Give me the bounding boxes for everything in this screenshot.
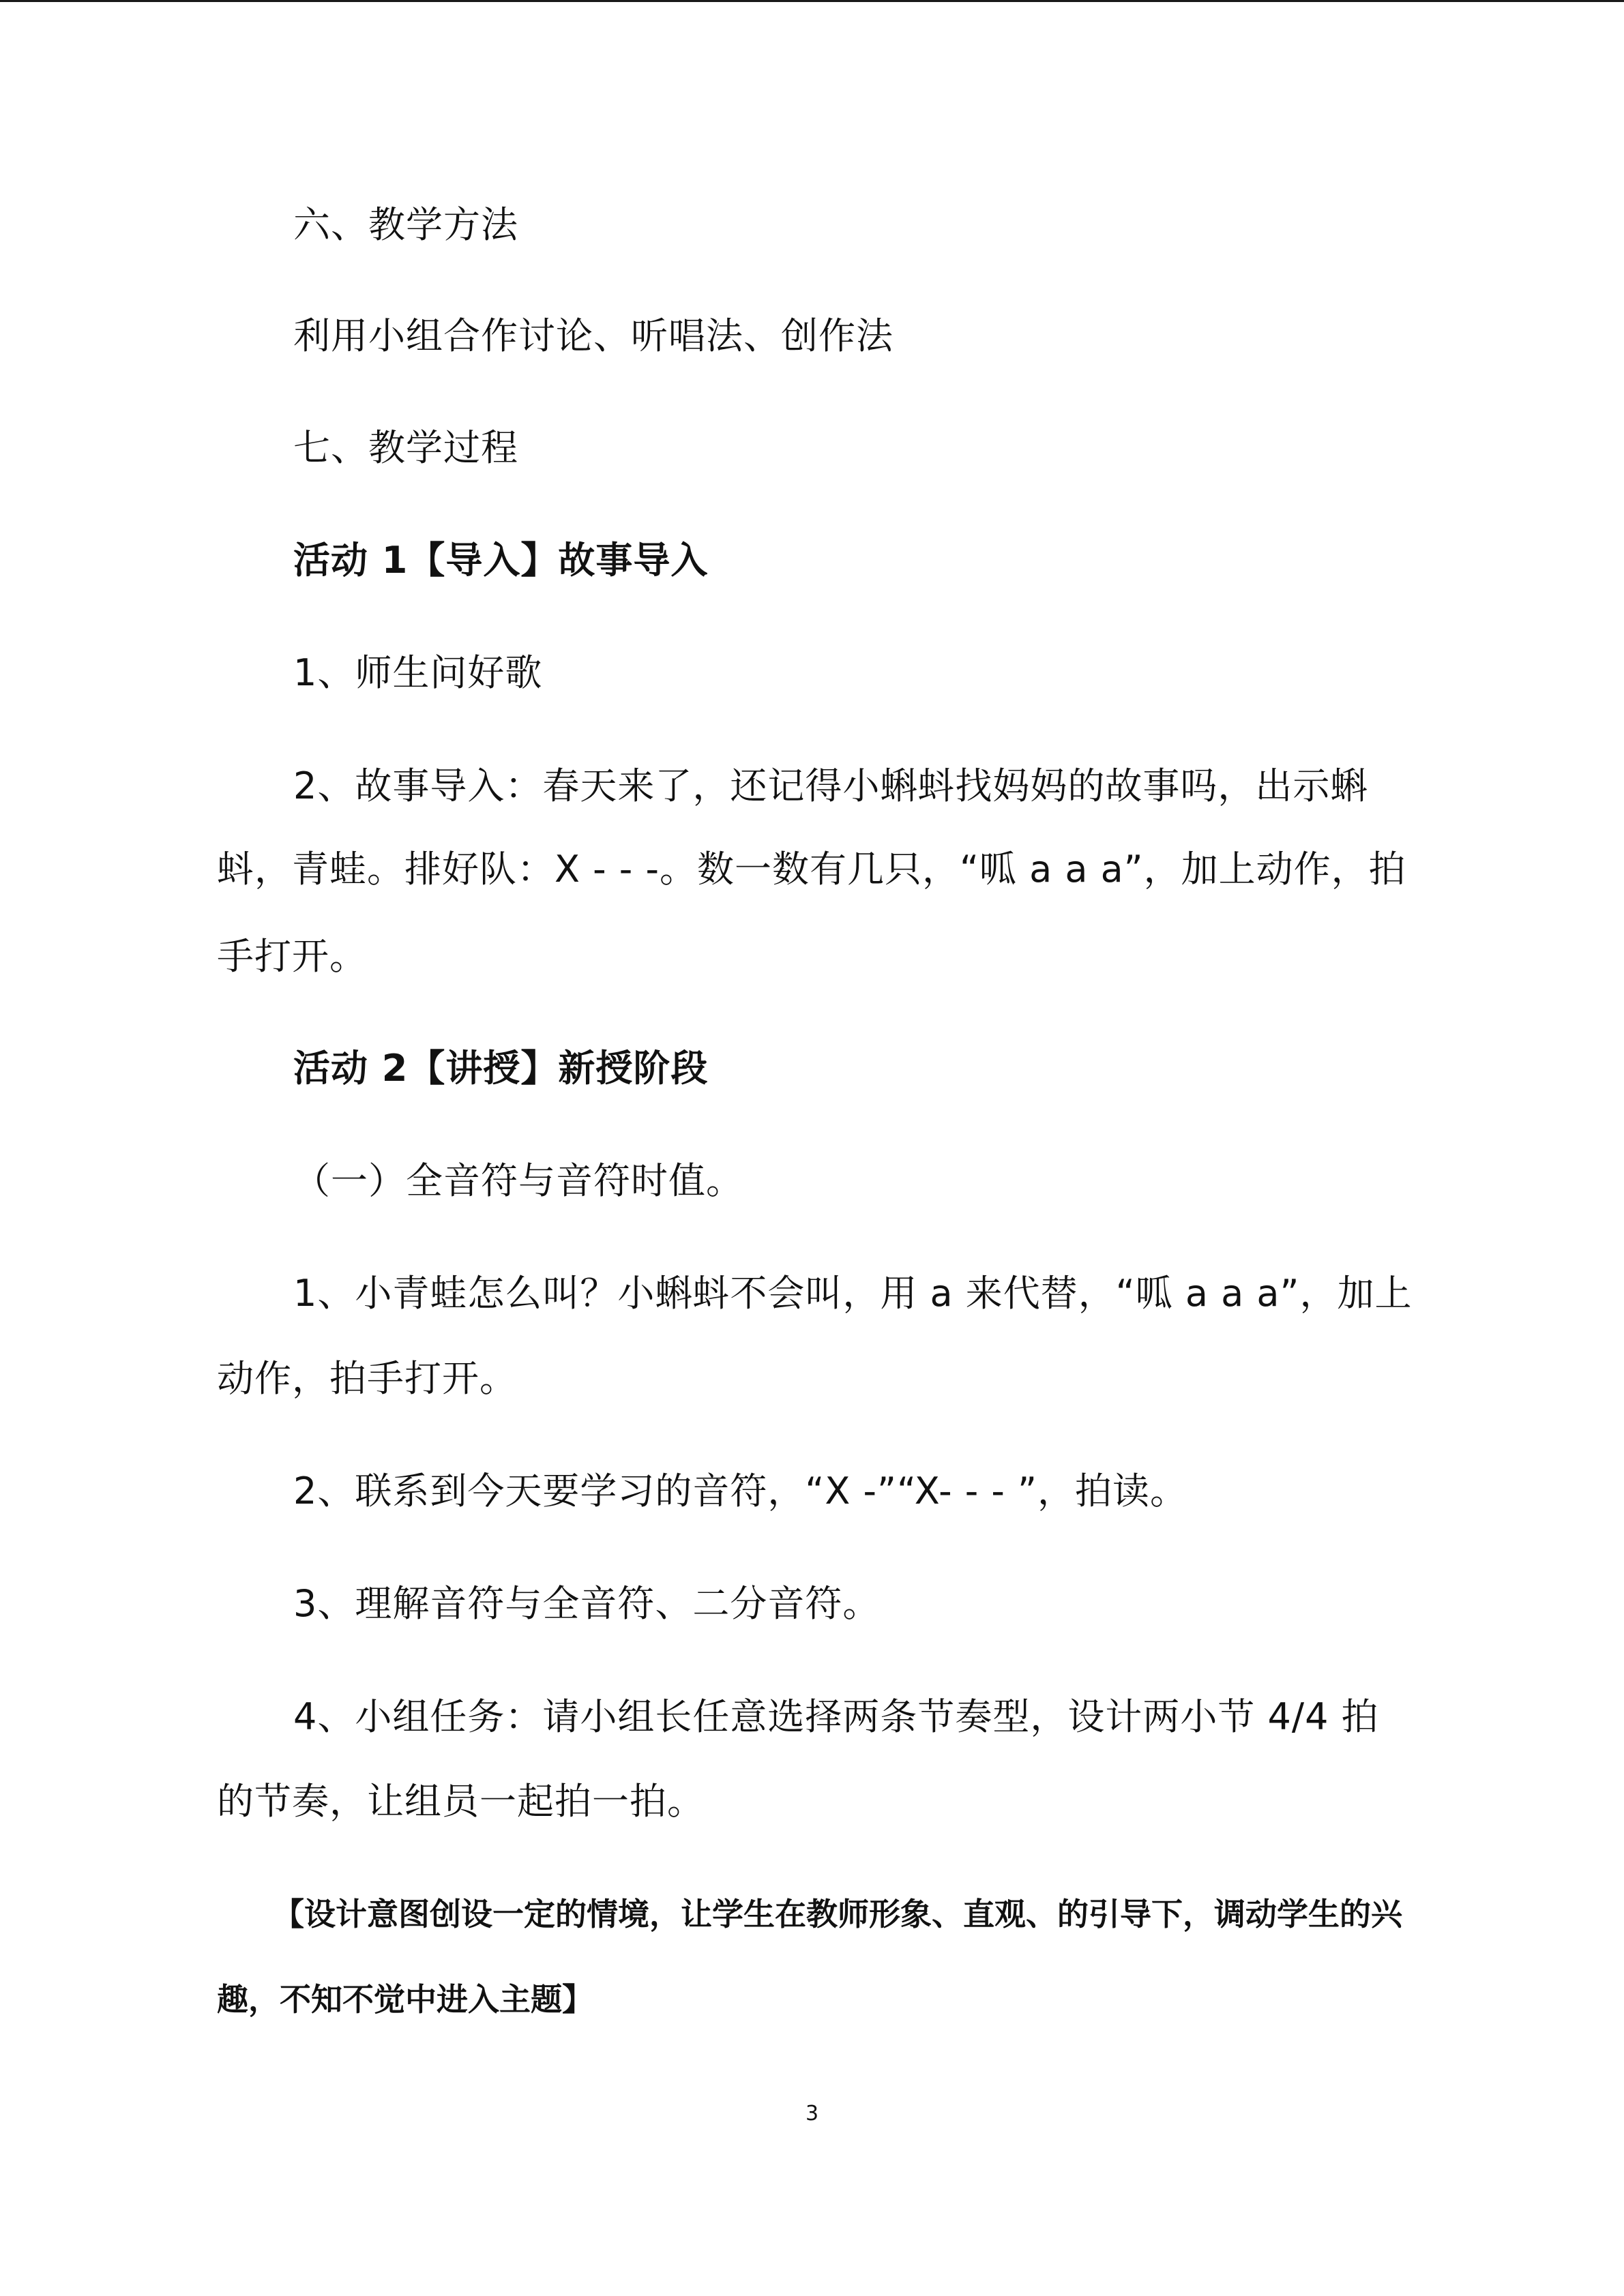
paragraph-frog-call-line-2: 动作，拍手打开。: [217, 1357, 517, 1400]
top-border-line: [0, 0, 1624, 2]
paragraph-greeting-song: 1、师生问好歌: [293, 651, 543, 694]
paragraph-understand-notes: 3、理解音符与全音符、二分音符。: [293, 1582, 881, 1625]
paragraph-story-intro-line-3: 手打开。: [217, 935, 367, 978]
paragraph-story-intro-line-2: 蚪，青蛙。排好队：X - - -。数一数有几只，“呱 a a a”，加上动作，拍: [217, 848, 1406, 891]
subsection-whole-note-duration: （一）全音符与音符时值。: [293, 1159, 743, 1202]
activity-2-heading: 活动 2【讲授】新授阶段: [293, 1047, 709, 1090]
page-number: 3: [805, 2102, 819, 2126]
design-intent-note-line-2: 趣，不知不觉中进入主题】: [217, 1981, 593, 2018]
paragraph-teaching-methods: 利用小组合作讨论、听唱法、创作法: [293, 314, 894, 357]
design-intent-note-line-1: 【设计意图创设一定的情境，让学生在教师形象、直观、的引导下，调动学生的兴: [273, 1896, 1402, 1933]
section-heading-teaching-methods: 六、教学方法: [293, 203, 518, 246]
paragraph-group-task-line-2: 的节奏，让组员一起拍一拍。: [217, 1780, 705, 1823]
paragraph-notes-clapping: 2、联系到今天要学习的音符，“X -”“X- - - ”，拍读。: [293, 1470, 1187, 1512]
paragraph-group-task-line-1: 4、小组任务：请小组长任意选择两条节奏型，设计两小节 4/4 拍: [293, 1695, 1379, 1738]
activity-1-heading: 活动 1【导入】故事导入: [293, 539, 709, 582]
paragraph-story-intro-line-1: 2、故事导入：春天来了，还记得小蝌蚪找妈妈的故事吗，出示蝌: [293, 764, 1368, 807]
paragraph-frog-call-line-1: 1、小青蛙怎么叫？小蝌蚪不会叫，用 a 来代替，“呱 a a a”，加上: [293, 1272, 1413, 1315]
section-heading-teaching-process: 七、教学过程: [293, 426, 518, 469]
